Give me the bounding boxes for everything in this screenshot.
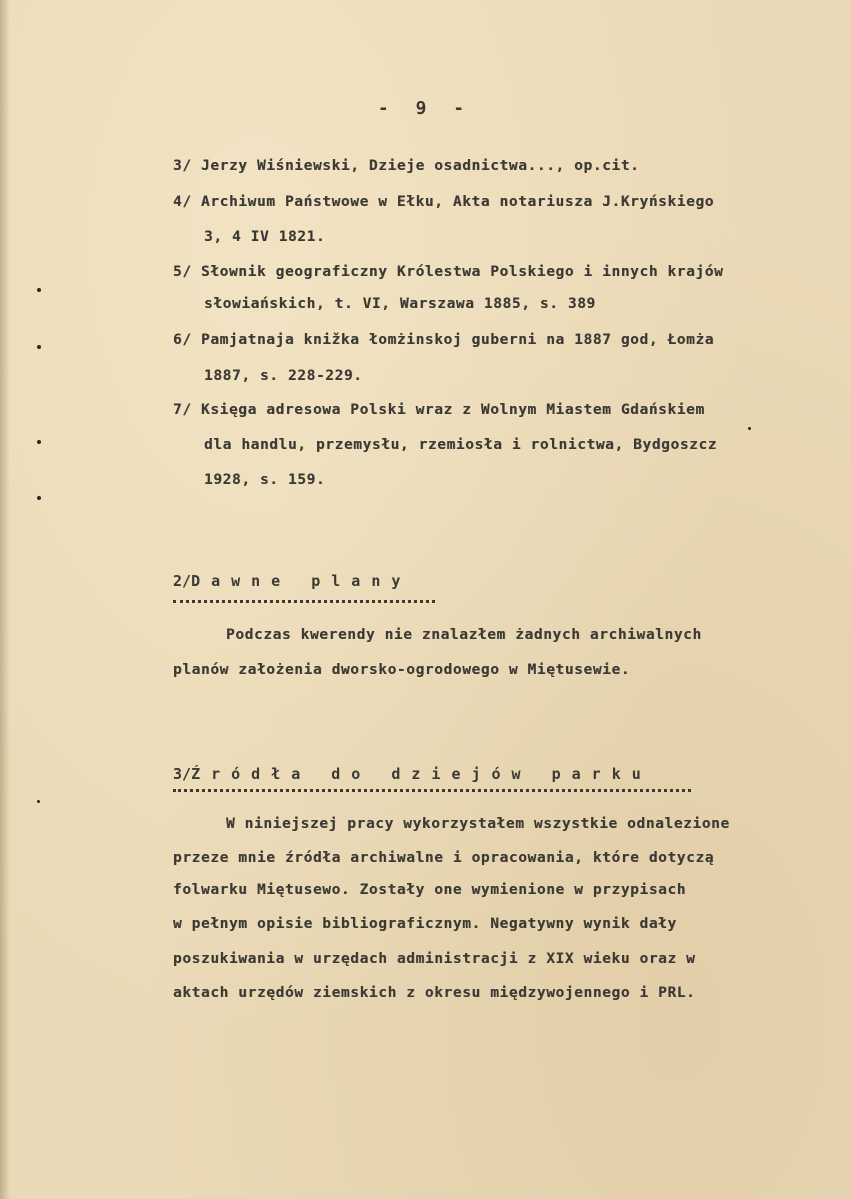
section-2-text-line-1: Podczas kwerendy nie znalazłem żadnych archiwalnych (226, 627, 702, 643)
section-3-text-line-1: W niniejszej pracy wykorzystałem wszystkie odnalezione (226, 816, 730, 832)
margin-speck (37, 800, 40, 803)
section-3-text-line-3: folwarku Miętusewo. Zostały one wymienione w przypisach (173, 882, 687, 898)
section-3-text-line-6: aktach urzędów ziemskich z okresu międzywojennego i PRL. (173, 985, 696, 1001)
footnote-4-line-2: 3, 4 IV 1821. (204, 229, 326, 245)
section-3-number: 3/ (173, 765, 192, 783)
footnote-4-line-1: 4/ Archiwum Państwowe w Ełku, Akta notariusza J.Kryńskiego (173, 194, 715, 210)
section-2-number: 2/ (173, 572, 192, 590)
section-2-underline (173, 600, 435, 603)
footnote-5-line-1: 5/ Słownik geograficzny Królestwa Polskiego i innych krajów (173, 264, 724, 280)
section-2-text-line-2: planów założenia dworsko-ogrodowego w Miętusewie. (173, 662, 631, 678)
footnote-6-line-1: 6/ Pamjatnaja knižka łomżinskoj guberni na 1887 god, Łomża (173, 332, 715, 348)
section-3-text-line-2: przeze mnie źródła archiwalne i opracowania, które dotyczą (173, 850, 715, 866)
footnote-5-line-2: słowiańskich, t. VI, Warszawa 1885, s. 389 (204, 296, 596, 312)
section-3-text-line-5: poszukiwania w urzędach administracji z XIX wieku oraz w (173, 951, 696, 967)
page-number: - 9 - (377, 98, 473, 119)
footnote-7-line-1: 7/ Księga adresowa Polski wraz z Wolnym Miastem Gdańskiem (173, 402, 705, 418)
footnote-3-line-1: 3/ Jerzy Wiśniewski, Dzieje osadnictwa..., op.cit. (173, 158, 640, 174)
footnote-6-line-2: 1887, s. 228-229. (204, 368, 363, 384)
section-3-text-line-4: w pełnym opisie bibliograficznym. Negatywny wynik dały (173, 916, 677, 932)
footnote-7-line-3: 1928, s. 159. (204, 472, 326, 488)
footnote-7-line-2: dla handlu, przemysłu, rzemiosła i rolnictwa, Bydgoszcz (204, 437, 718, 453)
page-edge-shadow (0, 0, 10, 1199)
section-3-underline (173, 789, 691, 792)
section-3-heading (173, 765, 652, 783)
margin-speck (748, 427, 751, 430)
margin-speck (37, 345, 41, 349)
margin-speck (37, 288, 41, 292)
section-2-heading (173, 572, 411, 590)
margin-speck (37, 496, 41, 500)
section-2-title: Dawne plany (191, 572, 412, 590)
margin-speck (37, 440, 41, 444)
section-3-title: Źródła do dziejów parku (191, 765, 652, 783)
